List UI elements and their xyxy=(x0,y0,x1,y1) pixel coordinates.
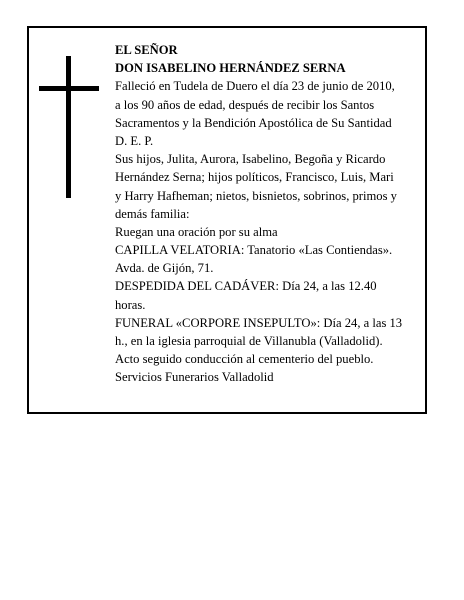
text-line: h., en la iglesia parroquial de Villanubla (Valladolid). xyxy=(115,334,383,348)
text-line: demás familia: xyxy=(115,206,190,221)
obituary-notice-frame xyxy=(27,26,427,414)
cross-icon xyxy=(39,56,99,198)
text-line: Falleció en Tudela de Duero el día 23 de junio de 2010, xyxy=(115,79,395,94)
text-line: Sacramentos y la Bendición Apostólica de Su Santidad xyxy=(115,115,392,130)
text-line: DESPEDIDA DEL CADÁVER: Día 24, a las 12.40 xyxy=(115,279,377,294)
text-line: CAPILLA VELATORIA: Tanatorio «Las Contiendas». xyxy=(115,243,393,258)
cross-horizontal-bar xyxy=(39,86,99,91)
text-line: y Harry Hafheman; nietos, bisnietos, sobrinos, primos y xyxy=(115,188,397,203)
text-line: FUNERAL «CORPORE INSEPULTO»: Día 24, a las 13 xyxy=(115,315,403,330)
text-line: Acto seguido conducción al cementerio del pueblo. xyxy=(115,352,374,367)
text-line: Avda. de Gijón, 71. xyxy=(115,261,214,276)
text-line: Ruegan una oración por su alma xyxy=(115,224,278,239)
text-line: horas. xyxy=(115,297,146,312)
text-line: D. E. P. xyxy=(115,133,154,148)
text-line: Sus hijos, Julita, Aurora, Isabelino, Begoña y Ricardo xyxy=(115,152,386,167)
cross-vertical-bar xyxy=(66,56,71,198)
obituary-text xyxy=(115,41,433,387)
text-line: Servicios Funerarios Valladolid xyxy=(115,370,274,385)
honorific-heading: EL SEÑOR xyxy=(115,43,178,57)
deceased-name: DON ISABELINO HERNÁNDEZ SERNA xyxy=(115,61,346,76)
text-line: Hernández Serna; hijos políticos, Francisco, Luis, Mari xyxy=(115,170,394,185)
text-line: a los 90 años de edad, después de recibir los Santos xyxy=(115,97,375,112)
